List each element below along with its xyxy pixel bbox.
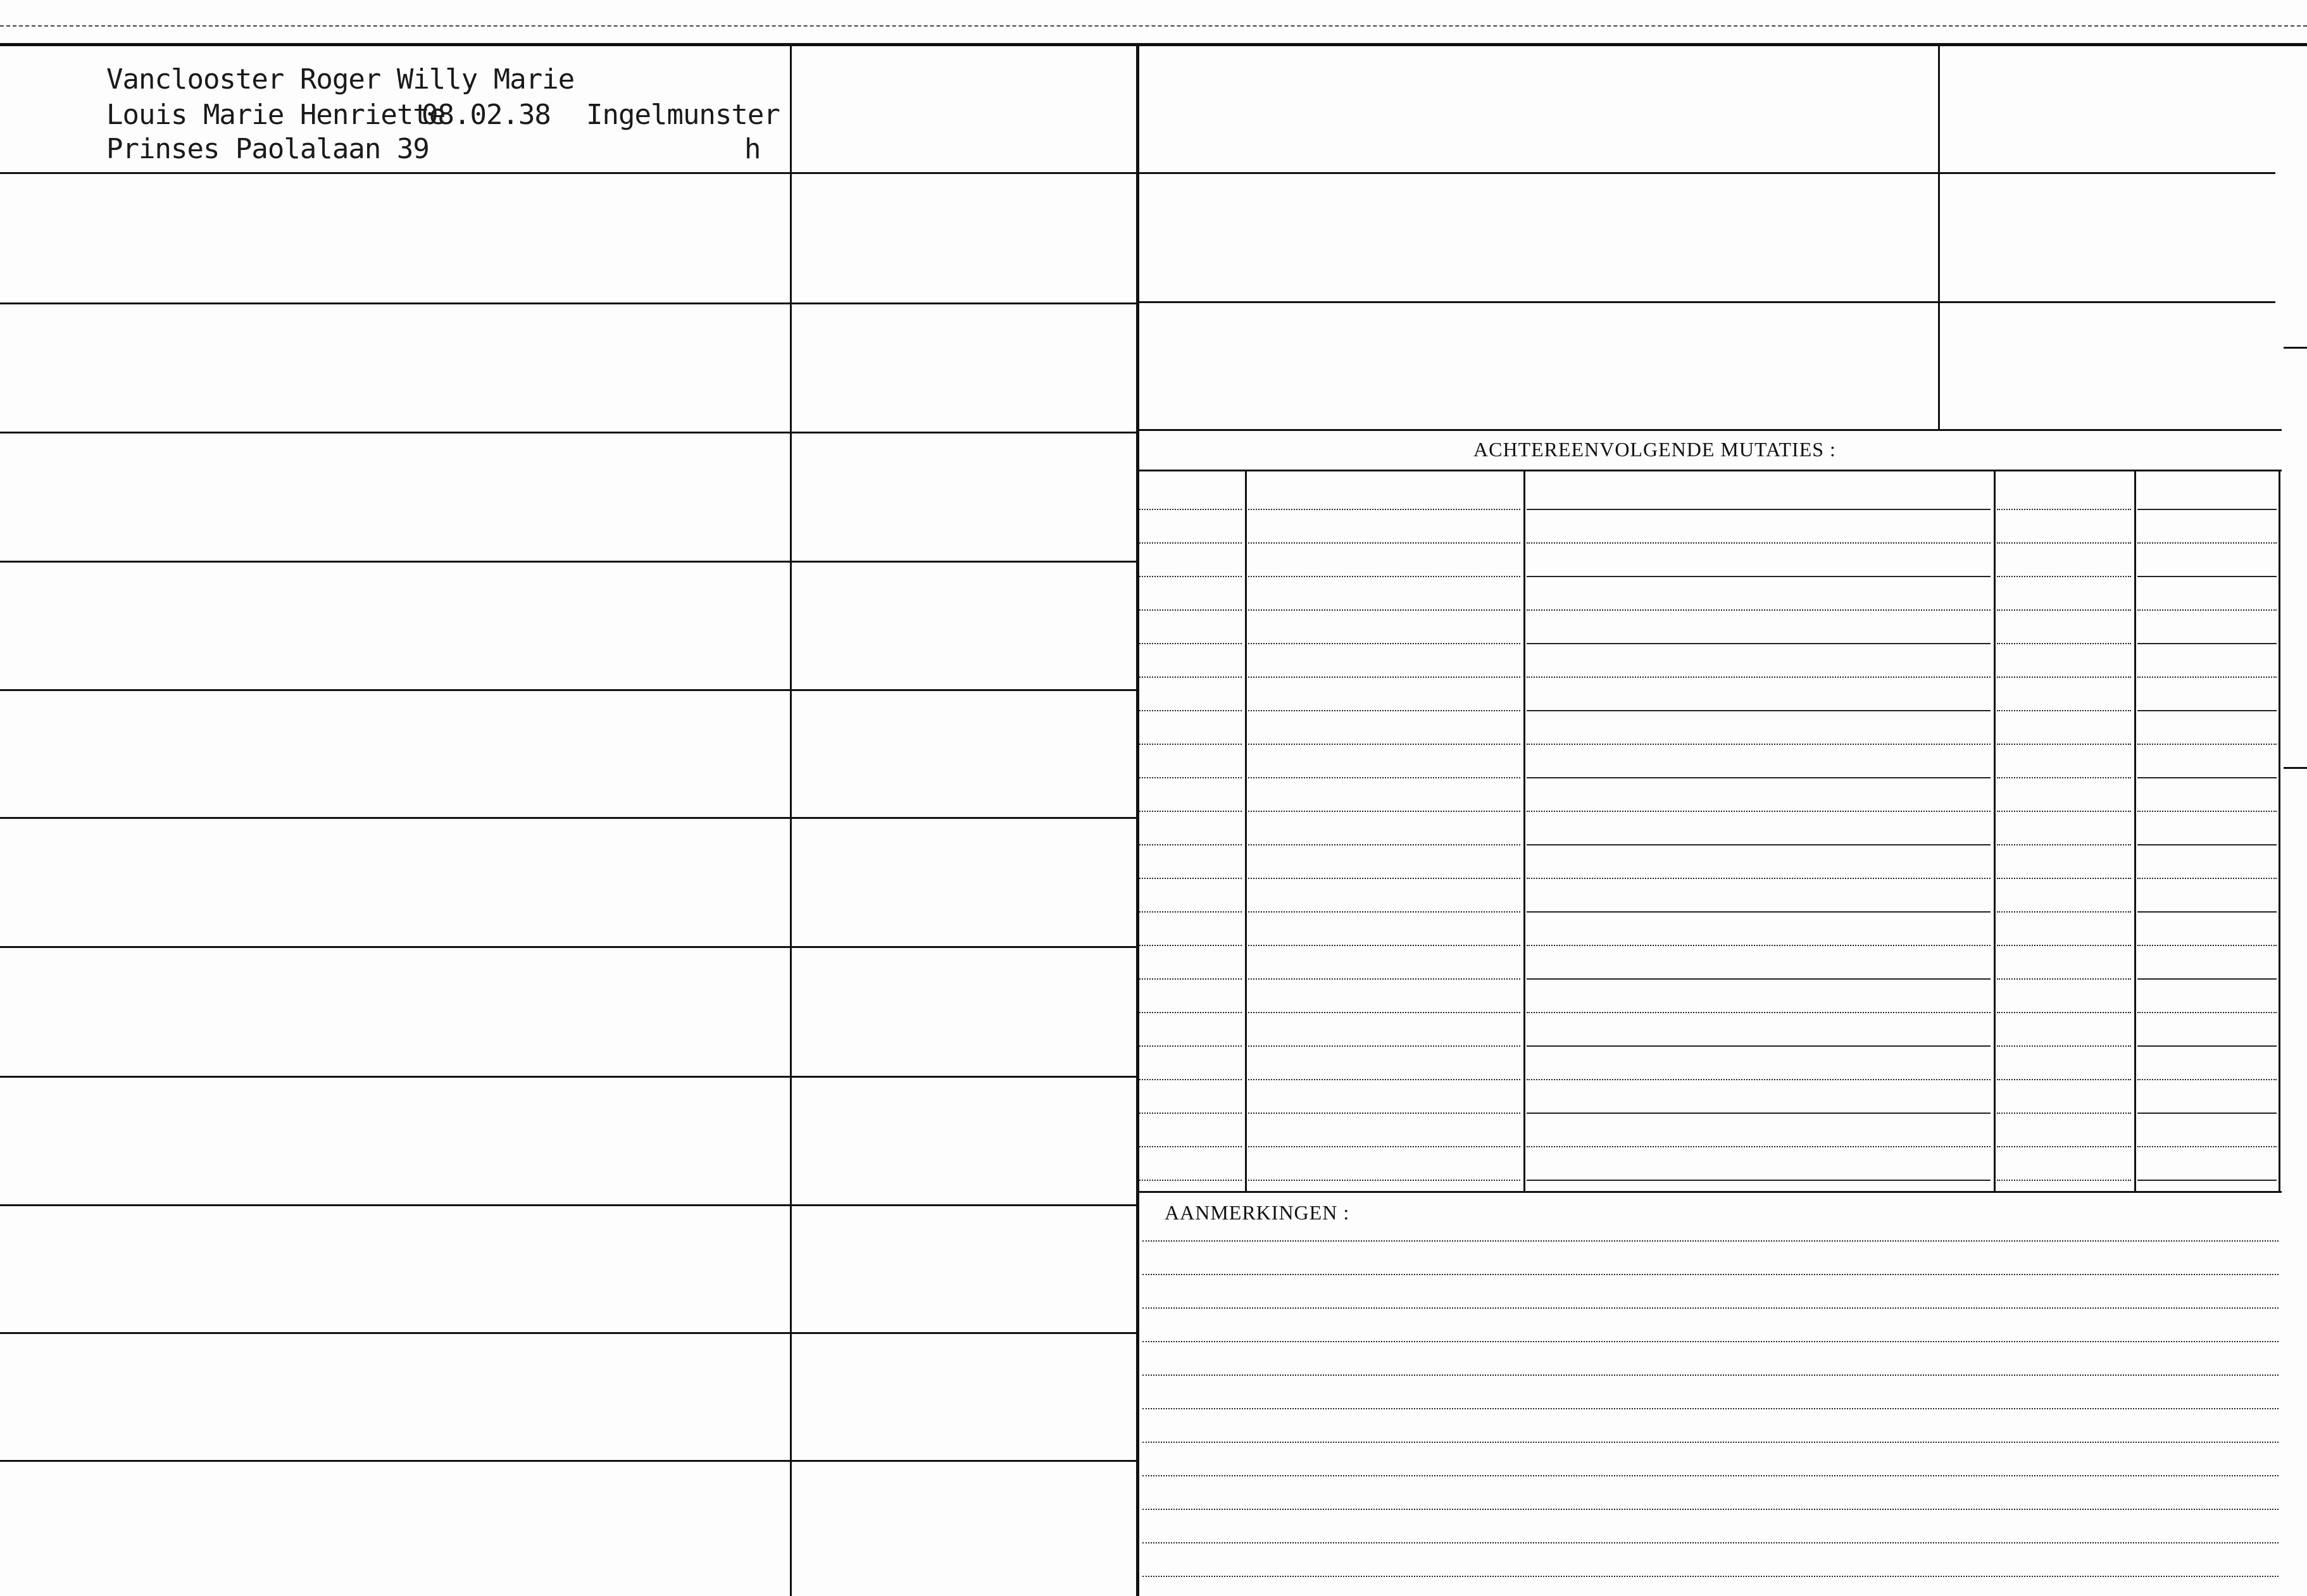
mutations-row-line	[1527, 844, 1991, 845]
mutations-row-line	[2137, 576, 2277, 577]
record-birth-place: Ingelmunster	[586, 99, 780, 131]
mutations-row-line	[1139, 1180, 1242, 1181]
mutations-row-line	[1997, 844, 2131, 845]
mutations-title: ACHTEREENVOLGENDE MUTATIES :	[1473, 438, 1836, 461]
mutations-row-line	[2137, 878, 2277, 879]
mutations-row-line	[1527, 1012, 1991, 1013]
mutations-row-line	[1997, 1146, 2131, 1147]
mutations-row-line	[1527, 744, 1991, 745]
record-name-line: Vanclooster Roger Willy Marie	[106, 63, 575, 96]
mutations-row-line	[1248, 542, 1520, 544]
mutations-row-line	[1248, 1113, 1520, 1114]
mutations-row-line	[1248, 978, 1520, 980]
edge-tick	[2284, 347, 2307, 349]
mutations-row-line	[1139, 811, 1242, 812]
mutations-row-line	[1248, 744, 1520, 745]
left-row-line	[0, 1332, 1136, 1334]
mutations-row-line	[1997, 811, 2131, 812]
mutations-row-line	[1527, 542, 1991, 544]
mutations-row-line	[1997, 609, 2131, 611]
mutations-row-line	[1139, 576, 1242, 577]
mutations-row-line	[1527, 777, 1991, 778]
mutations-row-line	[1139, 676, 1242, 678]
mutations-row-line	[1527, 945, 1991, 946]
remarks-title: AANMERKINGEN :	[1165, 1201, 1350, 1224]
mutations-row-line	[1527, 811, 1991, 812]
mutations-row-line	[2137, 676, 2277, 678]
remarks-row-line	[1142, 1408, 2279, 1409]
mutations-row-line	[1997, 911, 2131, 913]
mutations-row-line	[2137, 777, 2277, 778]
mutations-row-line	[1527, 576, 1991, 577]
remarks-row-line	[1142, 1341, 2279, 1342]
mutations-row-line	[1527, 1180, 1991, 1181]
mutations-row-line	[1527, 509, 1991, 510]
mutations-row-line	[1248, 710, 1520, 711]
mutations-row-line	[2137, 542, 2277, 544]
mutations-col-divider	[2134, 471, 2136, 1192]
mutations-row-line	[1248, 676, 1520, 678]
mutations-row-line	[2137, 945, 2277, 946]
mutations-row-line	[1997, 509, 2131, 510]
mutations-row-line	[1997, 744, 2131, 745]
mutations-col-divider	[1994, 471, 1996, 1192]
mutations-row-line	[1527, 1079, 1991, 1080]
mutations-bottom-line	[1136, 1191, 2282, 1193]
right-top-row-line	[1136, 172, 2275, 174]
mutations-row-line	[1997, 945, 2131, 946]
mutations-row-line	[2137, 1146, 2277, 1147]
record-mark: h	[744, 133, 761, 165]
mutations-row-line	[2137, 1113, 2277, 1114]
mutations-row-line	[1139, 1045, 1242, 1047]
remarks-row-line	[1142, 1475, 2279, 1476]
mutations-row-line	[2137, 744, 2277, 745]
left-row-line	[0, 689, 1136, 691]
mutations-row-line	[1997, 777, 2131, 778]
mutations-row-line	[2137, 1045, 2277, 1047]
mutations-row-line	[1997, 1045, 2131, 1047]
mutations-row-line	[1527, 609, 1991, 611]
mutations-row-line	[2137, 1180, 2277, 1181]
left-column-divider	[790, 44, 792, 1596]
mutations-col-divider	[1523, 471, 1525, 1192]
remarks-row-line	[1142, 1240, 2279, 1242]
mutations-row-line	[1248, 576, 1520, 577]
mutations-row-line	[2137, 911, 2277, 913]
mutations-row-line	[1248, 844, 1520, 845]
mutations-row-line	[1527, 978, 1991, 980]
record-address: Prinses Paolalaan 39	[106, 133, 429, 165]
mutations-row-line	[1248, 878, 1520, 879]
remarks-row-line	[1142, 1576, 2279, 1577]
mutations-row-line	[1139, 609, 1242, 611]
top-edge-dash	[0, 25, 2307, 27]
mutations-row-line	[1248, 1079, 1520, 1080]
mutations-row-line	[1997, 542, 2131, 544]
mutations-row-line	[1139, 878, 1242, 879]
mutations-row-line	[2137, 643, 2277, 644]
mutations-row-line	[1248, 911, 1520, 913]
mutations-row-line	[1139, 1113, 1242, 1114]
mutations-row-line	[1997, 1180, 2131, 1181]
edge-tick	[2284, 767, 2307, 769]
mutations-row-line	[1997, 1113, 2131, 1114]
mutations-row-line	[1527, 911, 1991, 913]
right-top-row-line	[1136, 429, 2282, 431]
mutations-row-line	[1139, 844, 1242, 845]
mutations-row-line	[1527, 1146, 1991, 1147]
mutations-row-line	[1139, 1012, 1242, 1013]
mutations-row-line	[2137, 1012, 2277, 1013]
mutations-row-line	[1527, 1045, 1991, 1047]
mutations-row-line	[2137, 509, 2277, 510]
mutations-row-line	[2137, 844, 2277, 845]
left-row-line	[0, 302, 1136, 304]
left-row-line	[0, 1460, 1136, 1462]
record-birth-date: 08.02.38	[422, 99, 551, 131]
mutations-row-line	[1139, 744, 1242, 745]
mutations-row-line	[1997, 1079, 2131, 1080]
mutations-col-divider	[1245, 471, 1247, 1192]
mutations-row-line	[1139, 777, 1242, 778]
mutations-row-line	[1139, 710, 1242, 711]
mutations-right-border	[2279, 471, 2280, 1192]
mutations-row-line	[1139, 542, 1242, 544]
remarks-row-line	[1142, 1509, 2279, 1510]
mutations-row-line	[1139, 978, 1242, 980]
left-row-line	[0, 172, 1136, 174]
mutations-header-line	[1136, 470, 2282, 471]
mutations-row-line	[1248, 1146, 1520, 1147]
mutations-row-line	[2137, 811, 2277, 812]
mutations-row-line	[1527, 676, 1991, 678]
mutations-row-line	[2137, 609, 2277, 611]
mutations-row-line	[1248, 1012, 1520, 1013]
mutations-row-line	[1527, 710, 1991, 711]
remarks-row-line	[1142, 1542, 2279, 1543]
mutations-row-line	[1997, 978, 2131, 980]
mutations-row-line	[2137, 978, 2277, 980]
mutations-row-line	[1248, 811, 1520, 812]
mutations-row-line	[1139, 1146, 1242, 1147]
mutations-row-line	[2137, 1079, 2277, 1080]
mutations-row-line	[1248, 609, 1520, 611]
mutations-row-line	[2137, 710, 2277, 711]
right-top-row-line	[1136, 301, 2275, 303]
mutations-row-line	[1248, 777, 1520, 778]
mutations-row-line	[1997, 878, 2131, 879]
mutations-row-line	[1248, 1045, 1520, 1047]
left-row-line	[0, 561, 1136, 563]
mutations-row-line	[1997, 676, 2131, 678]
remarks-row-line	[1142, 1274, 2279, 1275]
remarks-row-line	[1142, 1375, 2279, 1376]
remarks-row-line	[1142, 1307, 2279, 1309]
record-given-names: Louis Marie Henriette	[106, 99, 446, 131]
mutations-row-line	[1139, 643, 1242, 644]
left-row-line	[0, 1076, 1136, 1078]
center-divider	[1136, 44, 1139, 1596]
mutations-row-line	[1139, 509, 1242, 510]
mutations-row-line	[1997, 576, 2131, 577]
mutations-row-line	[1248, 1180, 1520, 1181]
mutations-row-line	[1997, 643, 2131, 644]
mutations-row-line	[1997, 1012, 2131, 1013]
left-row-line	[0, 1204, 1136, 1206]
mutations-row-line	[1139, 945, 1242, 946]
mutations-row-line	[1527, 878, 1991, 879]
remarks-row-line	[1142, 1442, 2279, 1443]
left-row-line	[0, 817, 1136, 819]
right-top-divider	[1938, 44, 1940, 429]
left-row-line	[0, 946, 1136, 948]
mutations-row-line	[1139, 1079, 1242, 1080]
mutations-row-line	[1527, 1113, 1991, 1114]
top-border	[0, 43, 2307, 46]
mutations-row-line	[1139, 911, 1242, 913]
mutations-row-line	[1527, 643, 1991, 644]
mutations-row-line	[1997, 710, 2131, 711]
mutations-row-line	[1248, 643, 1520, 644]
mutations-row-line	[1248, 945, 1520, 946]
mutations-row-line	[1248, 509, 1520, 510]
left-row-line	[0, 432, 1136, 433]
